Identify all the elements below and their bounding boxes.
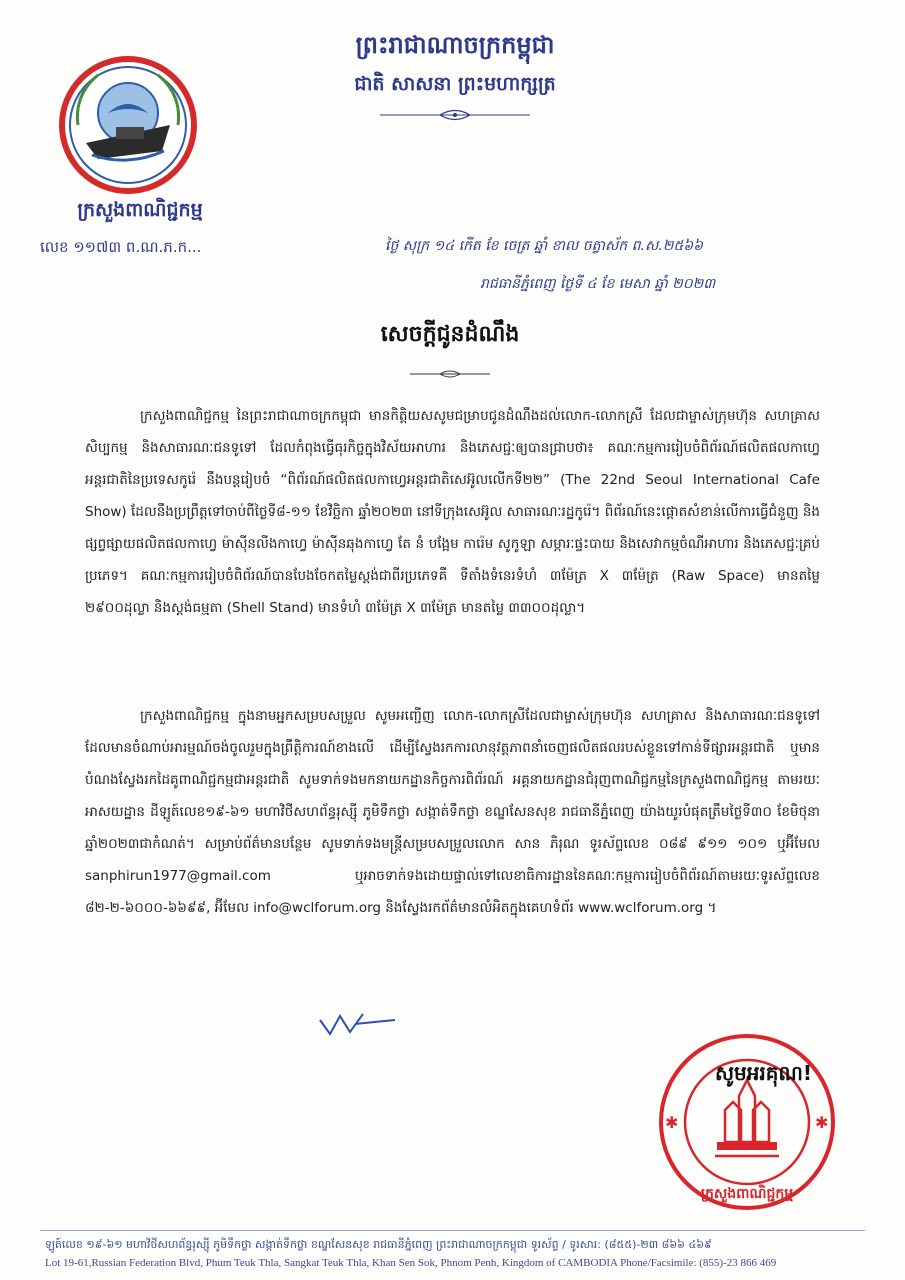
- body-paragraph-1: ក្រសួងពាណិជ្ជកម្ម នៃព្រះរាជាណាចក្រកម្ពុជា មានកិត្តិយសសូមជម្រាបជូនដំណឹងដល់លោក-លោកស្រី ដែលជាម្ចាស់ក្រុមហ៊ុន សហគ្រាស សិប្បកម្ម និងសាធារណៈជនទូទៅ ដែលកំពុងធ្វើធុរកិច្ចក្នុងវិស័យអាហារ និងភេសជ្ជៈឲ្យបានជ្រាបថា៖ គណៈកម្មការរៀបចំពិព័រណ៍ផលិតផលកាហ្វេអន្តរជាតិនៃប្រទេសកូរ៉េ នឹងបន្តរៀបចំ “ពិព័រណ៍ផលិតផលកាហ្វេអន្តរជាតិសេអ៊ូលលើកទី២២” (The 22nd Seoul International Cafe Show) ដែលនឹងប្រព្រឹត្តទៅចាប់ពីថ្ងៃទី៨-១១ ខែវិច្ឆិកា ឆ្នាំ២០២៣ នៅទីក្រុងសេអ៊ូល សាធារណៈរដ្ឋកូរ៉េ។ ពិព័រណ៍នេះផ្តោតសំខាន់លើការធ្វើជំនួញ និងផ្សព្វផ្សាយផលិតផលកាហ្វេ ម៉ាស៊ីនលីងកាហ្វេ ម៉ាស៊ីនឆុងកាហ្វេ តែ នំ បង្អែម ការ៉េម សូកូឡា សម្ភារៈផ្ទះបាយ និងសេវាកម្មចំណីអាហារ និងភេសជ្ជៈគ្រប់ប្រភេទ។ គណៈកម្មការរៀបចំពិព័រណ៍បានបែងចែកតម្លៃស្តង់ជាពីរប្រភេទគឺ ទីតាំងទំនេរទំហំ ៣ម៉ែត្រ X ៣ម៉ែត្រ (Raw Space) មានតម្លៃ ២៩០០ដុល្លា និងស្តង់ធម្មតា (Shell Stand) មានទំហំ ៣ម៉ែត្រ X ៣ម៉ែត្រ មានតម្លៃ ៣៣០០ដុល្លា។: [85, 408, 820, 616]
- seal-text: ក្រសួងពាណិជ្ជកម្ម: [700, 1186, 794, 1202]
- header-ornament: [380, 108, 530, 122]
- footer-address-english: Lot 19-61,Russian Federation Blvd, Phum Teuk Thla, Sangkat Teuk Thla, Khan Sen Sok, Phnom Penh, Kingdom of CAMBODIA Phone/Facsimile: (855)-23 866 469: [45, 1257, 777, 1269]
- footer-divider: [40, 1230, 865, 1231]
- ministry-logo: [58, 55, 198, 195]
- footer-address-khmer: ឡូត៍លេខ ១៩-៦១ មហាវិថីសហព័ន្ធរុស្ស៊ី ភូមិទឹកថ្លា សង្កាត់ទឹកថ្លា ខណ្ឌសែនសុខ រាជធានីភ្នំពេញ ព្រះរាជាណាចក្រកម្ពុជា ទូរស័ព្ទ / ទូរសារ: (៨៥៥)-២៣ ៨៦៦ ៤៦៩: [45, 1238, 712, 1251]
- svg-text:✱: ✱: [815, 1113, 829, 1132]
- initial-signature: [315, 1008, 405, 1038]
- body-paragraph-2: ក្រសួងពាណិជ្ជកម្ម ក្នុងនាមអ្នកសម្របសម្រួល សូមអញ្ជើញ លោក-លោកស្រីដែលជាម្ចាស់ក្រុមហ៊ុន សហគ្រាស និងសាធារណៈជនទូទៅដែលមានចំណាប់អារម្មណ៍ចង់ចូលរួមក្នុងព្រឹត្តិការណ៍ខាងលើ ដើម្បីស្វែងរកការលានុវត្តភាពនាំចេញផលិតផលរបស់ខ្លួនទៅកាន់ទីផ្សារអន្តរជាតិ ឬមានបំណងស្វែងរកដៃគូពាណិជ្ជកម្មជាអន្តរជាតិ សូមទាក់ទងមកនាយកដ្ឋានកិច្ចការពិព័រណ៍ អគ្គនាយកដ្ឋានជំរុញពាណិជ្ជកម្មនៃក្រសួងពាណិជ្ជកម្ម តាមរយៈអាសយដ្ឋាន ដីឡូត៍លេខ១៩-៦១ មហាវិថីសហព័ន្ធរុស្ស៊ី ភូមិទឹកថ្លា សង្កាត់ទឹកថ្លា ខណ្ឌសែនសុខ រាជធានីភ្នំពេញ យ៉ាងយូរបំផុតត្រឹមថ្ងៃទី៣០ ខែមិថុនា ឆ្នាំ២០២៣ជាកំណត់។ សម្រាប់ព័ត៌មានបន្ថែម សូមទាក់ទងមន្ត្រីសម្របសម្រួលលោក សាន ភិរុណ ទូរស័ព្ទលេខ ០៨៩ ៩១១ ១០១ ឬអ៊ីមែល sanphirun1977@gmail.com ឬអាចទាក់ទងដោយផ្ទាល់ទៅលេខាធិការដ្ឋាននៃគណៈកម្មការរៀបចំពិព័រណ៍តាមរយៈទូរស័ព្ទលេខ ៨២-២-៦០០០-៦៦៩៩, អ៊ីមែល info@wclforum.org និងស្វែងរកព័ត៌មានលំអិតក្នុងគេហទំព័រ www.wclforum.org ។: [85, 708, 820, 916]
- title-ornament: [410, 368, 490, 380]
- notice-title: សេចក្តីជូនដំណឹង: [380, 322, 520, 347]
- reference-number: លេខ ១១៧៣ ព.ណ.ភ.ក...: [40, 238, 202, 256]
- lunar-date: ថ្ងៃ សុក្រ ១៤ កើត ខែ ចេត្រ ឆ្នាំ ខាល ចត្វាស័ក ព.ស.២៥៦៦: [385, 238, 704, 254]
- solar-date: រាជធានីភ្នំពេញ ថ្ងៃទី ៤ ខែ មេសា ឆ្នាំ ២០២៣: [480, 276, 716, 292]
- national-motto: ជាតិ សាសនា ព្រះមហាក្សត្រ: [354, 73, 556, 95]
- closing-thanks: សូមអរគុណ!: [715, 1061, 813, 1085]
- ministry-seal: [655, 1030, 840, 1215]
- svg-text:✱: ✱: [665, 1113, 679, 1132]
- ministry-name: ក្រសួងពាណិជ្ជកម្ម: [77, 199, 203, 221]
- kingdom-title: ព្រះរាជាណាចក្រកម្ពុជា: [355, 31, 555, 59]
